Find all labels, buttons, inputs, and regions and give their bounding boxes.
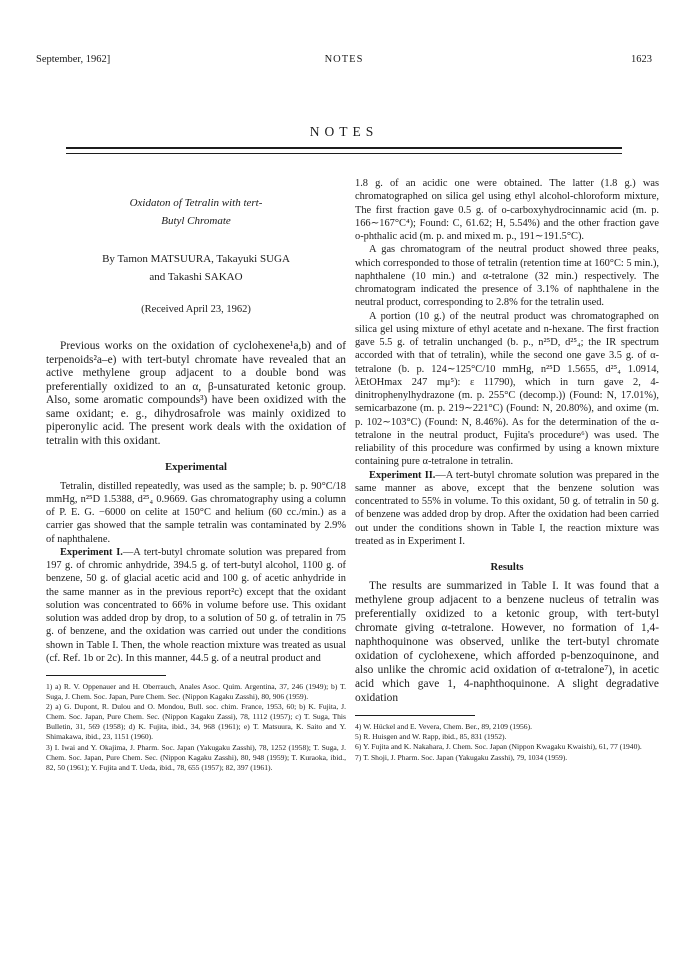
footnote-2: 2) a) G. Dupont, R. Dulou and O. Mondou, Bull. soc. chim. France, 1953, 60; b) K. Fujita, J. Chem. Soc. Japan, Pure Chem. Sec. (Nippon Kagaku Zassi), 78, 1112 (1957); c) T. Suga, This Bulletin, 31, 569 (1958); d) K. Fujita, ibid., 34, 968 (1961); e) T. Matsuura, K. Saito and Y. Shimakawa, ibid., 23, 1151 (1960). <box>46 702 346 742</box>
experiment-2-paragraph <box>355 469 659 549</box>
title-rule-thick <box>66 147 622 149</box>
experimental-paragraph: Tetralin, distilled repeatedly, was used as the sample; b. p. 90°C/18 mmHg, n²⁵D 1.5388, d²⁵₄ 0.9669. Gas chromatography using a column of P. E. G. −6000 on celite at 150°C and helium (60 cc./min.) as a carrier gas showed that the sample tetralin was contaminated by 2.9% of naphthalene. <box>46 480 346 545</box>
introduction-paragraph: Previous works on the oxidation of cyclohexene¹a,b) and of terpenoids²a–e) with tert-butyl chromate have revealed that an active methylene group adjacent to a double bond was preferentially oxidized to an α, β-unsaturated ketonic group. Also, some aromatic compounds³) have been oxidized with the same oxidant; e. g., dihydrosafrole was mainly oxidized to piperonylic acid. The present work deals with the oxidation of tetralin with this oxidant. <box>46 340 346 447</box>
experimental-heading: Experimental <box>165 462 227 474</box>
gas-chromatogram-paragraph: A gas chromatogram of the neutral product showed three peaks, which corresponded to those of tetralin (retention time at 160°C: 5 min.), naphthalene (10 min.) and α-tetralone (32 min.) respectively. The chromatogram indicated the presence of 3.1% of naphthalene in the neutral product, corresponding to 2.8% for the tetralin used. <box>355 244 659 309</box>
footnote-4: 4) W. Hückel and E. Vevera, Chem. Ber., 89, 2109 (1956). <box>355 722 533 732</box>
footnote-6: 6) Y. Fujita and K. Nakahara, J. Chem. Soc. Japan (Nippon Kwagaku Kwaishi), 61, 77 (1940). <box>355 742 642 752</box>
author-line-1: By Tamon MATSUURA, Takayuki SUGA <box>102 253 290 265</box>
article-title-line-2: Butyl Chromate <box>161 215 231 227</box>
received-date: (Received April 23, 1962) <box>141 304 251 315</box>
author-byline <box>46 250 346 286</box>
section-title: NOTES <box>309 124 379 139</box>
footnote-1: 1) a) R. V. Oppenauer and H. Oberrauch, Anales Asoc. Quim. Argentina, 37, 246 (1949); b) T. Suga, J. Chem. Soc. Japan, Pure Chem. Sec. (Nippon Kagaku Zasshi), 80, 906 (1959). <box>46 682 346 702</box>
neutral-product-paragraph: A portion (10 g.) of the neutral product was chromatographed on silica gel using mixture of ethyl acetate and n-hexane. The first fraction gave 5.5 g. of tetralin unchanged (b. p., n²⁵D, d²⁵₄; the IR spectrum accorded with that of tetralin), while the second one gave 3.5 g. of α-tetralone (b. p. 124∼125°C/10 mmHg, n²⁵D 1.5655, d²⁵₄ 1.0914, λEtOHmax 247 mμ⁵): ε 11790), which in turn gave 2, 4-dinitrophenylhydrazone (m. p. 255°C (decomp.)) (Found: N, 17.01%), semicarbazone (m. p. 219∼221°C) (Found: N, 20.80%), and oxime (m. p. 102∼103°C) (Found: N, 8.46%). As for the determination of the α-tetralone in the neutral product, Fujita's procedure⁶) was used. The reliability of this procedure was confirmed by using a known mixture containing pure α-tetralone in tetralin. <box>355 310 659 468</box>
acid-fraction-paragraph: 1.8 g. of an acidic one were obtained. The latter (1.8 g.) was chromatographed on silica gel using ethyl alcohol-chloroform mixture, The first fraction gave 0.5 g. of o-carboxyhydrocinnamic acid (m. p. 166∼167°C⁴); Found: C, 61.62; H, 5.54%) and the other fraction gave o-phthalic acid (m. p. and mixed m. p., 191∼191.5°C). <box>355 178 659 242</box>
title-rule-thin <box>66 153 622 154</box>
running-header-section: NOTES <box>324 54 364 65</box>
left-column <box>46 177 346 773</box>
footnote-rule <box>46 675 166 676</box>
footnote-5: 5) R. Huisgen and W. Rapp, ibid., 85, 831 (1952). <box>355 732 507 742</box>
experiment-1-label: Experiment I. <box>60 546 123 558</box>
author-line-2: and Takashi SAKAO <box>149 271 243 283</box>
article-title-line-1: Oxidaton of Tetralin with tert- <box>129 197 263 209</box>
results-heading: Results <box>490 562 524 573</box>
running-header-date: September, 1962] <box>36 54 111 65</box>
footnote-3: 3) I. Iwai and Y. Okajima, J. Pharm. Soc. Japan (Yakugaku Zasshi), 78, 1252 (1958); T. Suga, J. Chem. Soc. Japan, Pure Chem. Sec. (Nippon Kagaku Zasshi), 80, 948 (1959); T. Kuraoka, ibid., 82, 50 (1961); Y. Fujita and T. Ueda, ibid., 78, 655 (1957); 82, 397 (1961). <box>46 742 346 772</box>
experiment-1-paragraph <box>46 546 346 665</box>
footnote-7: 7) T. Shoji, J. Pharm. Soc. Japan (Yakugaku Zasshi), 79, 1034 (1959). <box>355 752 568 762</box>
experiment-1-text: —A tert-butyl chromate solution was prepared from 197 g. of chromic anhydride, 394.5 g. of tert-butyl alcohol, 1100 g. of benzene, 50 g. of glacial acetic acid and 100 g. of acetic anhydride in the same manner as in the previous report²c) except that the oxidant solution was concentrated to 66% in volume before use. This oxidant solution was added drop by drop, to a solution of 50 g. of tetralin in 75 g. of benzene, and the oxidation was carried out under the conditions shown in Table I. Then, the whole reaction mixture was treated as usual (cf. Ref. 1b or 2c). In this manner, 44.5 g. of a neutral product and <box>46 546 346 664</box>
footnote-rule-right <box>355 715 475 716</box>
page-number: 1623 <box>631 54 652 65</box>
results-paragraph: The results are summarized in Table I. It was found that a methylene group adjacent to a benzene nucleus of tetralin was preferentially oxidized to a ketonic group, with tert-butyl chromate giving α-tetralone. However, no formation of 1,4-naphthoquinone was observed, unlike the tert-butyl chromate oxidation of cyclohexene, which afforded p-benzoquinone, and also unlike the chromic acid oxidation of α-tetralone⁷), in acetic acid which gave 1, 4-naphthoquinone. A slight degradative oxidation <box>355 580 659 705</box>
experiment-2-label: Experiment II. <box>369 469 436 481</box>
article-title <box>46 194 346 230</box>
experiment-2-text: —A tert-butyl chromate solution was prepared in the same manner as above, except that the benzene solution was concentrated to 55% in volume. To this oxidant, 50 g. of tetralin in 50 g. of benzene was added drop by drop. After the oxidation had been carried out under the conditions shown in Table I, the reaction mixture was treated as in Experiment I. <box>355 469 659 547</box>
right-column <box>355 177 659 763</box>
